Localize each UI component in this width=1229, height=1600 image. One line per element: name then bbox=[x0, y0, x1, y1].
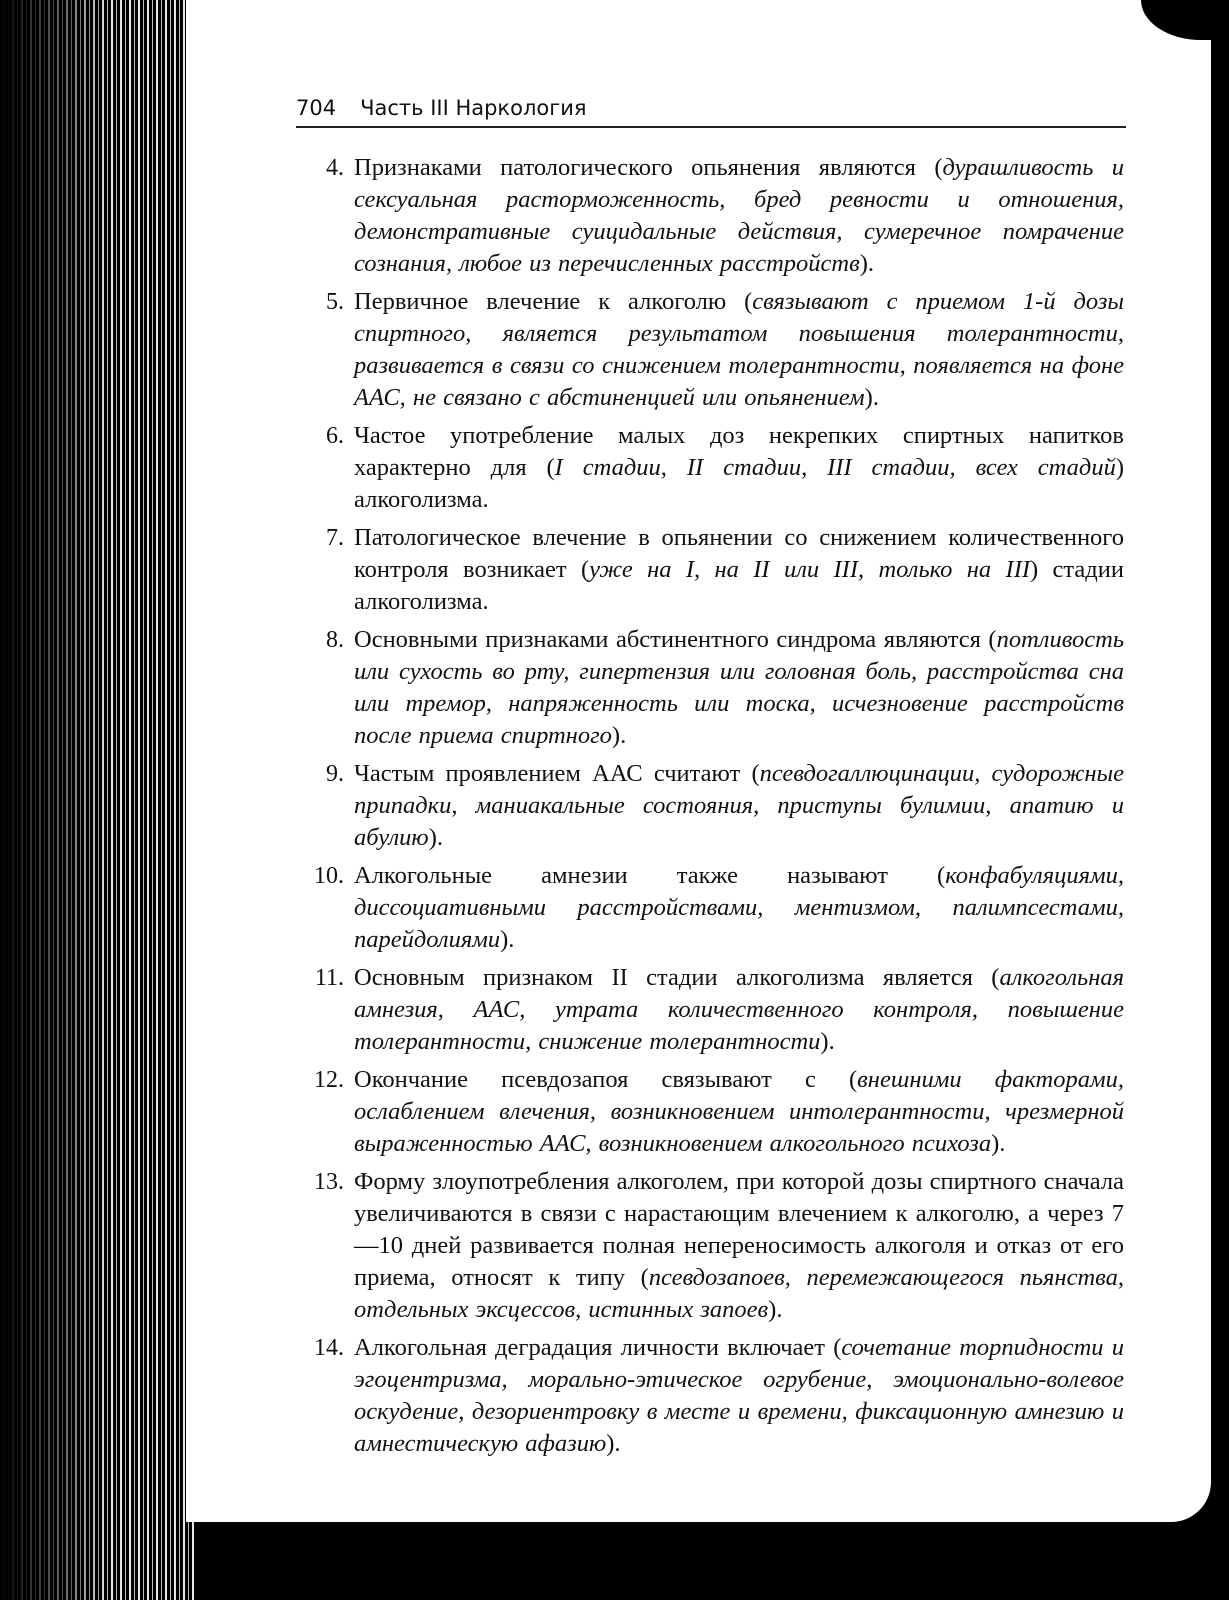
item-number: 4. bbox=[326, 155, 344, 181]
list-item bbox=[296, 420, 1124, 516]
list-item bbox=[296, 758, 1124, 854]
item-number: 6. bbox=[326, 423, 344, 449]
header-rule bbox=[296, 126, 1126, 128]
item-number: 13. bbox=[314, 1169, 344, 1195]
item-options: I стадии, II стадии, III стадии, всех стадий bbox=[554, 454, 1116, 481]
page-corner bbox=[1141, 0, 1211, 40]
list-item bbox=[296, 624, 1124, 752]
item-text: Форму злоупотребления алкоголем, при которой дозы спиртного сначала увеличиваются в связи с нарастающим влечением к алкоголю, а через 7—10 дней развивается полная непереносимость алкоголя и отказ от его приема, относят к типу (псевдозапоев, перемежающегося пьянства, отдельных эксцессов, истинных запоев). bbox=[354, 1168, 1124, 1323]
item-number: 7. bbox=[326, 525, 344, 551]
item-number: 14. bbox=[314, 1335, 344, 1361]
list-item bbox=[296, 286, 1124, 414]
item-number: 11. bbox=[314, 965, 344, 991]
question-list bbox=[296, 152, 1124, 1466]
item-text: Алкогольные амнезии также называют (конфабуляциями, диссоциативными расстройствами, ментизмом, палимпсестами, парейдолиями). bbox=[354, 862, 1124, 953]
item-options: внешними факторами, ослаблением влечения, возникновением интолерантности, чрезмерной выраженностью ААС, возникновением алкогольного психоза bbox=[354, 1066, 1124, 1157]
item-options: связывают с приемом 1-й дозы спиртного, является результатом повышения толерантности, развивается в связи со снижением толерантности, появляется на фоне ААС, не связано с абстиненцией или опьянением bbox=[354, 288, 1124, 411]
item-number: 8. bbox=[326, 627, 344, 653]
page-number: 704 bbox=[296, 96, 337, 120]
item-options: дурашливость и сексуальная расторможенность, бред ревности и отношения, демонстративные суицидальные действия, сумеречное помрачение сознания, любое из перечисленных расстройств bbox=[354, 154, 1124, 277]
item-text: Первичное влечение к алкоголю (связывают с приемом 1-й дозы спиртного, является результатом повышения толерантности, развивается в связи со снижением толерантности, появляется на фоне ААС, не связано с абстиненцией или опьянением). bbox=[354, 288, 1124, 411]
running-title: Часть III Наркология bbox=[360, 96, 587, 120]
item-text: Патологическое влечение в опьянении со снижением количественного контроля возникает (уже на I, на II или III, только на III) стадии алкоголизма. bbox=[354, 524, 1124, 615]
list-item bbox=[296, 152, 1124, 280]
item-number: 10. bbox=[314, 863, 344, 889]
item-text: Окончание псевдозапоя связывают с (внешними факторами, ослаблением влечения, возникновением интолерантности, чрезмерной выраженностью ААС, возникновением алкогольного психоза). bbox=[354, 1066, 1124, 1157]
item-options: уже на I, на II или III, только на III bbox=[589, 556, 1031, 583]
item-options: псевдозапоев, перемежающегося пьянства, отдельных эксцессов, истинных запоев bbox=[354, 1264, 1124, 1323]
item-options: конфабуляциями, диссоциативными расстройствами, ментизмом, палимпсестами, парейдолиями bbox=[354, 862, 1124, 953]
item-options: сочетание торпидности и эгоцентризма, морально-этическое огрубение, эмоционально-волевое оскудение, дезориентровку в месте и времени, фиксационную амнезию и амнестическую афазию bbox=[354, 1334, 1124, 1457]
item-text: Основными признаками абстинентного синдрома являются (потливость или сухость во рту, гипертензия или головная боль, расстройства сна или тремор, напряженность или тоска, исчезновение расстройств после приема спиртного). bbox=[354, 626, 1124, 749]
item-number: 5. bbox=[326, 289, 344, 315]
list-item bbox=[296, 962, 1124, 1058]
list-item bbox=[296, 522, 1124, 618]
item-number: 12. bbox=[314, 1067, 344, 1093]
item-text: Алкогольная деградация личности включает (сочетание торпидности и эгоцентризма, морально-этическое огрубение, эмоционально-волевое оскудение, дезориентровку в месте и времени, фиксационную амнезию и амнестическую афазию). bbox=[354, 1334, 1124, 1457]
item-text: Основным признаком II стадии алкоголизма является (алкогольная амнезия, ААС, утрата количественного контроля, повышение толерантности, снижение толерантности). bbox=[354, 964, 1124, 1055]
book-page bbox=[186, 0, 1211, 1522]
item-options: потливость или сухость во рту, гипертензия или головная боль, расстройства сна или тремор, напряженность или тоска, исчезновение расстройств после приема спиртного bbox=[354, 626, 1124, 749]
running-header bbox=[296, 96, 1126, 126]
list-item bbox=[296, 1332, 1124, 1460]
list-item bbox=[296, 1064, 1124, 1160]
item-text: Частым проявлением ААС считают (псевдогаллюцинации, судорожные припадки, маниакальные состояния, приступы булимии, апатию и абулию). bbox=[354, 760, 1124, 851]
item-options: алкогольная амнезия, ААС, утрата количественного контроля, повышение толерантности, снижение толерантности bbox=[354, 964, 1124, 1055]
list-item bbox=[296, 860, 1124, 956]
list-item bbox=[296, 1166, 1124, 1326]
item-text: Частое употребление малых доз некрепких спиртных напитков характерно для (I стадии, II стадии, III стадии, всех стадий) алкоголизма. bbox=[354, 422, 1124, 513]
item-number: 9. bbox=[326, 761, 344, 787]
page-edge-shadow bbox=[0, 0, 110, 1600]
item-text: Признаками патологического опьянения являются (дурашливость и сексуальная расторможенность, бред ревности и отношения, демонстративные суицидальные действия, сумеречное помрачение сознания, любое из перечисленных расстройств). bbox=[354, 154, 1124, 277]
item-options: псевдогаллюцинации, судорожные припадки, маниакальные состояния, приступы булимии, апатию и абулию bbox=[354, 760, 1124, 851]
